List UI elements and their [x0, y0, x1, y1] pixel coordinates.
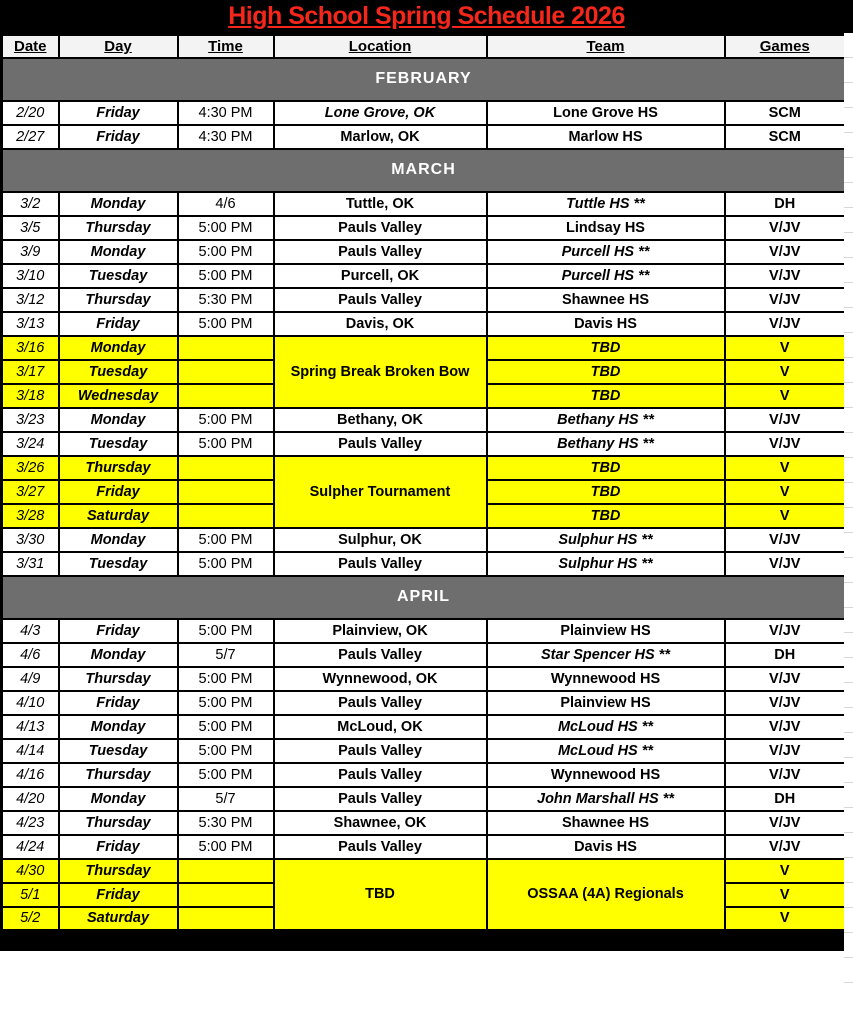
col-header-day: Day	[59, 35, 178, 58]
cell-time	[178, 456, 274, 480]
cell-games: V/JV	[725, 835, 846, 859]
schedule-row	[2, 787, 846, 811]
schedule-row	[2, 264, 846, 288]
cell-date: 2/27	[2, 125, 59, 149]
cell-team: Wynnewood HS	[487, 667, 725, 691]
cell-team: McLoud HS **	[487, 715, 725, 739]
cell-day: Monday	[59, 643, 178, 667]
cell-team: Shawnee HS	[487, 288, 725, 312]
cell-team: Plainview HS	[487, 619, 725, 643]
cell-time: 5:00 PM	[178, 432, 274, 456]
cell-time: 5/7	[178, 643, 274, 667]
cell-time: 5:00 PM	[178, 264, 274, 288]
cell-games: V/JV	[725, 763, 846, 787]
cell-day: Friday	[59, 101, 178, 125]
cell-date: 3/17	[2, 360, 59, 384]
cell-games: V/JV	[725, 312, 846, 336]
cell-date: 4/6	[2, 643, 59, 667]
schedule-row	[2, 432, 846, 456]
schedule-row	[2, 715, 846, 739]
cell-team: TBD	[487, 480, 725, 504]
cell-time: 4/6	[178, 192, 274, 216]
cell-games: V	[725, 360, 846, 384]
cell-day: Thursday	[59, 811, 178, 835]
cell-time: 5:30 PM	[178, 288, 274, 312]
cell-time: 5:00 PM	[178, 619, 274, 643]
schedule-row	[2, 667, 846, 691]
cell-team: Shawnee HS	[487, 811, 725, 835]
header-row	[2, 35, 846, 58]
cell-day: Thursday	[59, 859, 178, 883]
cell-day: Thursday	[59, 763, 178, 787]
cell-time: 5:00 PM	[178, 835, 274, 859]
cell-team: OSSAA (4A) Regionals	[487, 859, 725, 931]
cell-date: 4/24	[2, 835, 59, 859]
cell-games: V/JV	[725, 691, 846, 715]
cell-time	[178, 384, 274, 408]
schedule-row	[2, 763, 846, 787]
cell-games: V/JV	[725, 552, 846, 576]
cell-location: Purcell, OK	[274, 264, 487, 288]
cell-team: Marlow HS	[487, 125, 725, 149]
cell-team: Plainview HS	[487, 691, 725, 715]
cell-day: Tuesday	[59, 739, 178, 763]
cell-team: TBD	[487, 360, 725, 384]
cell-team: Tuttle HS **	[487, 192, 725, 216]
cell-day: Saturday	[59, 907, 178, 931]
col-header-games: Games	[725, 35, 846, 58]
cell-location: Davis, OK	[274, 312, 487, 336]
schedule-row	[2, 101, 846, 125]
schedule-row	[2, 456, 846, 480]
schedule-row	[2, 835, 846, 859]
cell-day: Friday	[59, 619, 178, 643]
cell-time	[178, 883, 274, 907]
schedule-row	[2, 552, 846, 576]
cell-day: Monday	[59, 787, 178, 811]
cell-team: Davis HS	[487, 312, 725, 336]
cell-location: Tuttle, OK	[274, 192, 487, 216]
cell-date: 3/26	[2, 456, 59, 480]
cell-games: V	[725, 859, 846, 883]
cell-day: Friday	[59, 883, 178, 907]
schedule-row	[2, 192, 846, 216]
cell-day: Friday	[59, 691, 178, 715]
cell-day: Friday	[59, 480, 178, 504]
cell-games: V/JV	[725, 528, 846, 552]
cell-date: 3/27	[2, 480, 59, 504]
month-banner-row	[2, 58, 846, 101]
cell-day: Monday	[59, 192, 178, 216]
schedule-row	[2, 312, 846, 336]
cell-team: Lindsay HS	[487, 216, 725, 240]
cell-location: Pauls Valley	[274, 691, 487, 715]
cell-date: 3/12	[2, 288, 59, 312]
cell-location: Sulpher Tournament	[274, 456, 487, 528]
cell-time: 5:30 PM	[178, 811, 274, 835]
cell-date: 3/31	[2, 552, 59, 576]
cell-location: Marlow, OK	[274, 125, 487, 149]
cell-date: 3/28	[2, 504, 59, 528]
cell-date: 3/9	[2, 240, 59, 264]
cell-date: 4/10	[2, 691, 59, 715]
cell-day: Tuesday	[59, 432, 178, 456]
cell-games: V/JV	[725, 288, 846, 312]
cell-time: 4:30 PM	[178, 125, 274, 149]
schedule-row	[2, 619, 846, 643]
cell-team: John Marshall HS **	[487, 787, 725, 811]
schedule-row	[2, 739, 846, 763]
cell-time: 5:00 PM	[178, 691, 274, 715]
cell-date: 3/30	[2, 528, 59, 552]
schedule-row	[2, 691, 846, 715]
cell-day: Monday	[59, 336, 178, 360]
col-header-time: Time	[178, 35, 274, 58]
cell-time: 5:00 PM	[178, 739, 274, 763]
cell-games: V	[725, 336, 846, 360]
cell-time: 5:00 PM	[178, 312, 274, 336]
cell-day: Thursday	[59, 216, 178, 240]
cell-games: V/JV	[725, 408, 846, 432]
cell-date: 3/13	[2, 312, 59, 336]
cell-day: Friday	[59, 125, 178, 149]
cell-team: Sulphur HS **	[487, 552, 725, 576]
page-title: High School Spring Schedule 2026	[228, 2, 625, 30]
cell-games: SCM	[725, 101, 846, 125]
cell-day: Thursday	[59, 288, 178, 312]
col-header-date: Date	[2, 35, 59, 58]
cell-team: Davis HS	[487, 835, 725, 859]
schedule-row	[2, 408, 846, 432]
month-banner: FEBRUARY	[2, 58, 846, 101]
cell-games: V	[725, 504, 846, 528]
cell-date: 3/10	[2, 264, 59, 288]
cell-day: Monday	[59, 240, 178, 264]
title-band	[0, 0, 853, 33]
cell-day: Saturday	[59, 504, 178, 528]
month-banner-row	[2, 149, 846, 192]
cell-location: Pauls Valley	[274, 787, 487, 811]
cell-team: Purcell HS **	[487, 264, 725, 288]
bottom-bar	[0, 932, 844, 951]
cell-games: V/JV	[725, 432, 846, 456]
cell-time: 5:00 PM	[178, 763, 274, 787]
cell-games: V	[725, 384, 846, 408]
schedule-row	[2, 240, 846, 264]
cell-day: Monday	[59, 528, 178, 552]
cell-team: TBD	[487, 456, 725, 480]
cell-day: Friday	[59, 312, 178, 336]
cell-games: V/JV	[725, 216, 846, 240]
cell-games: V/JV	[725, 619, 846, 643]
cell-date: 4/9	[2, 667, 59, 691]
cell-time: 5/7	[178, 787, 274, 811]
cell-games: V	[725, 456, 846, 480]
cell-games: V	[725, 480, 846, 504]
cell-time: 5:00 PM	[178, 552, 274, 576]
schedule-row	[2, 811, 846, 835]
schedule-body	[2, 58, 846, 931]
col-header-team: Team	[487, 35, 725, 58]
month-banner: MARCH	[2, 149, 846, 192]
cell-date: 4/13	[2, 715, 59, 739]
cell-date: 3/5	[2, 216, 59, 240]
cell-time	[178, 859, 274, 883]
cell-date: 4/14	[2, 739, 59, 763]
cell-location: Wynnewood, OK	[274, 667, 487, 691]
cell-time	[178, 504, 274, 528]
cell-team: Bethany HS **	[487, 408, 725, 432]
cell-games: V/JV	[725, 739, 846, 763]
cell-location: McLoud, OK	[274, 715, 487, 739]
cell-day: Thursday	[59, 456, 178, 480]
cell-team: Purcell HS **	[487, 240, 725, 264]
cell-date: 4/3	[2, 619, 59, 643]
schedule-table	[0, 33, 847, 932]
cell-location: Pauls Valley	[274, 552, 487, 576]
schedule-row	[2, 336, 846, 360]
cell-time: 5:00 PM	[178, 715, 274, 739]
cell-team: Lone Grove HS	[487, 101, 725, 125]
schedule-row	[2, 643, 846, 667]
cell-day: Wednesday	[59, 384, 178, 408]
cell-team: TBD	[487, 384, 725, 408]
cell-games: V/JV	[725, 811, 846, 835]
cell-location: Pauls Valley	[274, 240, 487, 264]
schedule-row	[2, 216, 846, 240]
schedule-row	[2, 528, 846, 552]
cell-location: Pauls Valley	[274, 216, 487, 240]
cell-date: 3/23	[2, 408, 59, 432]
month-banner: APRIL	[2, 576, 846, 619]
cell-team: Star Spencer HS **	[487, 643, 725, 667]
cell-time: 5:00 PM	[178, 216, 274, 240]
cell-day: Monday	[59, 715, 178, 739]
cell-date: 3/2	[2, 192, 59, 216]
cell-location: Sulphur, OK	[274, 528, 487, 552]
schedule-row	[2, 288, 846, 312]
cell-games: V/JV	[725, 715, 846, 739]
cell-time: 5:00 PM	[178, 528, 274, 552]
cell-location: Pauls Valley	[274, 288, 487, 312]
cell-location: Pauls Valley	[274, 835, 487, 859]
cell-time	[178, 907, 274, 931]
cell-team: Wynnewood HS	[487, 763, 725, 787]
cell-games: V	[725, 907, 846, 931]
cell-team: McLoud HS **	[487, 739, 725, 763]
cell-location: TBD	[274, 859, 487, 931]
cell-time: 5:00 PM	[178, 240, 274, 264]
cell-date: 3/16	[2, 336, 59, 360]
cell-date: 4/20	[2, 787, 59, 811]
cell-date: 4/30	[2, 859, 59, 883]
cell-day: Thursday	[59, 667, 178, 691]
cell-games: SCM	[725, 125, 846, 149]
cell-time	[178, 480, 274, 504]
cell-location: Shawnee, OK	[274, 811, 487, 835]
cell-games: DH	[725, 192, 846, 216]
month-banner-row	[2, 576, 846, 619]
cell-time	[178, 360, 274, 384]
cell-games: V/JV	[725, 240, 846, 264]
cell-team: Sulphur HS **	[487, 528, 725, 552]
cell-day: Tuesday	[59, 552, 178, 576]
cell-location: Lone Grove, OK	[274, 101, 487, 125]
cell-date: 4/16	[2, 763, 59, 787]
cell-games: V	[725, 883, 846, 907]
cell-date: 3/18	[2, 384, 59, 408]
cell-day: Monday	[59, 408, 178, 432]
cell-games: V/JV	[725, 264, 846, 288]
cell-location: Pauls Valley	[274, 432, 487, 456]
cell-time: 4:30 PM	[178, 101, 274, 125]
cell-location: Pauls Valley	[274, 643, 487, 667]
cell-date: 5/1	[2, 883, 59, 907]
cell-date: 4/23	[2, 811, 59, 835]
cell-team: TBD	[487, 504, 725, 528]
cell-team: TBD	[487, 336, 725, 360]
cell-location: Pauls Valley	[274, 763, 487, 787]
cell-date: 5/2	[2, 907, 59, 931]
cell-location: Bethany, OK	[274, 408, 487, 432]
schedule-row	[2, 859, 846, 883]
cell-time: 5:00 PM	[178, 667, 274, 691]
cell-games: V/JV	[725, 667, 846, 691]
cell-date: 2/20	[2, 101, 59, 125]
col-header-location: Location	[274, 35, 487, 58]
cell-day: Tuesday	[59, 360, 178, 384]
cell-day: Tuesday	[59, 264, 178, 288]
cell-time: 5:00 PM	[178, 408, 274, 432]
cell-time	[178, 336, 274, 360]
cell-date: 3/24	[2, 432, 59, 456]
schedule-row	[2, 125, 846, 149]
right-edge-strip	[844, 33, 853, 999]
cell-day: Friday	[59, 835, 178, 859]
cell-location: Pauls Valley	[274, 739, 487, 763]
cell-location: Spring Break Broken Bow	[274, 336, 487, 408]
cell-location: Plainview, OK	[274, 619, 487, 643]
cell-games: DH	[725, 643, 846, 667]
cell-games: DH	[725, 787, 846, 811]
cell-team: Bethany HS **	[487, 432, 725, 456]
